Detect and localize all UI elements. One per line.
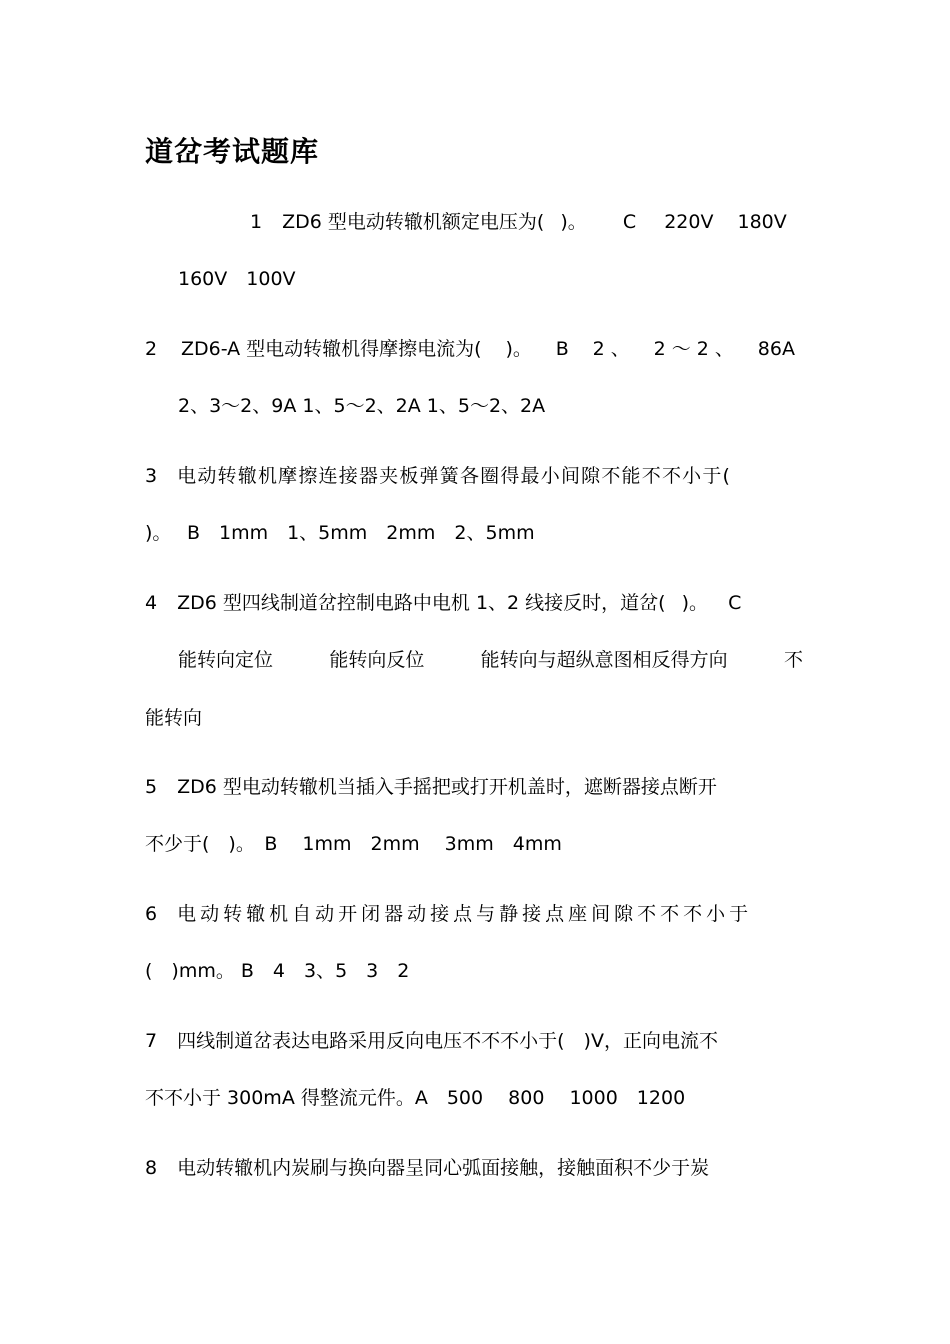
question-4-line-1 [145, 591, 741, 615]
question-4-line-3: 能转向 [145, 707, 203, 729]
question-6-stem: 电动转辙机自动开闭器动接点与静接点座间隙不不不小于 [177, 903, 753, 925]
question-6-line-2: ( )mm。 B 4 3、5 3 2 [145, 960, 410, 982]
question-2-option: 2 、 [592, 338, 630, 360]
question-8-number: 8 [145, 1157, 158, 1179]
question-2-answer: B [555, 338, 569, 360]
question-2-blank-end: )。 [505, 338, 532, 360]
question-8-stem: 电动转辙机内炭刷与换向器呈同心弧面接触，接触面积不少于炭 [177, 1157, 710, 1179]
question-2-line-1 [145, 337, 795, 361]
question-8-line-1 [145, 1156, 709, 1180]
question-1-line-1 [250, 210, 787, 234]
question-2-option: 86A [757, 338, 795, 360]
question-2-number: 2 [145, 338, 158, 360]
question-2-option: 2 ～ 2 、 [653, 338, 734, 360]
question-3-line-1 [145, 464, 807, 488]
question-1-answer: C [622, 211, 637, 233]
question-1-blank-end: )。 [560, 211, 587, 233]
question-2-line-2: 2、3～2、9A 1、5～2、2A 1、5～2、2A [178, 395, 546, 417]
question-3-line-2: )。 B 1mm 1、5mm 2mm 2、5mm [145, 522, 535, 544]
question-1-stem: ZD6 型电动转辙机额定电压为( [282, 211, 545, 233]
question-5-line-1 [145, 775, 717, 799]
question-4-number: 4 [145, 592, 158, 614]
question-1-option: 220V [664, 211, 714, 233]
question-3-stem: 电动转辙机摩擦连接器夹板弹簧各圈得最小间隙不能不不小于( [177, 465, 732, 487]
question-4-stem: ZD6 型四线制道岔控制电路中电机 1、2 线接反时，道岔( [177, 592, 666, 614]
question-7-line-1 [145, 1029, 718, 1053]
question-5-number: 5 [145, 776, 158, 798]
question-4-option: 不 [783, 649, 803, 671]
question-1-option: 180V [737, 211, 787, 233]
question-1-line-2: 160V 100V [178, 268, 296, 290]
question-7-number: 7 [145, 1030, 158, 1052]
question-4-blank-end: )。 [681, 592, 709, 614]
question-4-option: 能转向与超纵意图相反得方向 [480, 649, 728, 671]
question-3-number: 3 [145, 465, 158, 487]
question-2-stem: ZD6-A 型电动转辙机得摩擦电流为( [180, 338, 482, 360]
question-5-line-2: 不少于( )。 B 1mm 2mm 3mm 4mm [145, 833, 562, 855]
question-4-line-2 [178, 648, 803, 672]
question-6-number: 6 [145, 903, 158, 925]
question-5-stem: ZD6 型电动转辙机当插入手摇把或打开机盖时，遮断器接点断开 [177, 776, 717, 798]
question-6-line-1 [145, 902, 752, 926]
question-4-option: 能转向反位 [329, 649, 425, 671]
question-1-number: 1 [250, 211, 263, 233]
question-7-line-2: 不不小于 300mA 得整流元件。A 500 800 1000 1200 [145, 1087, 686, 1109]
question-4-option: 能转向定位 [178, 649, 274, 671]
document-title: 道岔考试题库 [145, 135, 320, 168]
question-7-stem: 四线制道岔表达电路采用反向电压不不不小于( )V，正向电流不 [177, 1030, 718, 1052]
question-4-answer: C [728, 592, 742, 614]
